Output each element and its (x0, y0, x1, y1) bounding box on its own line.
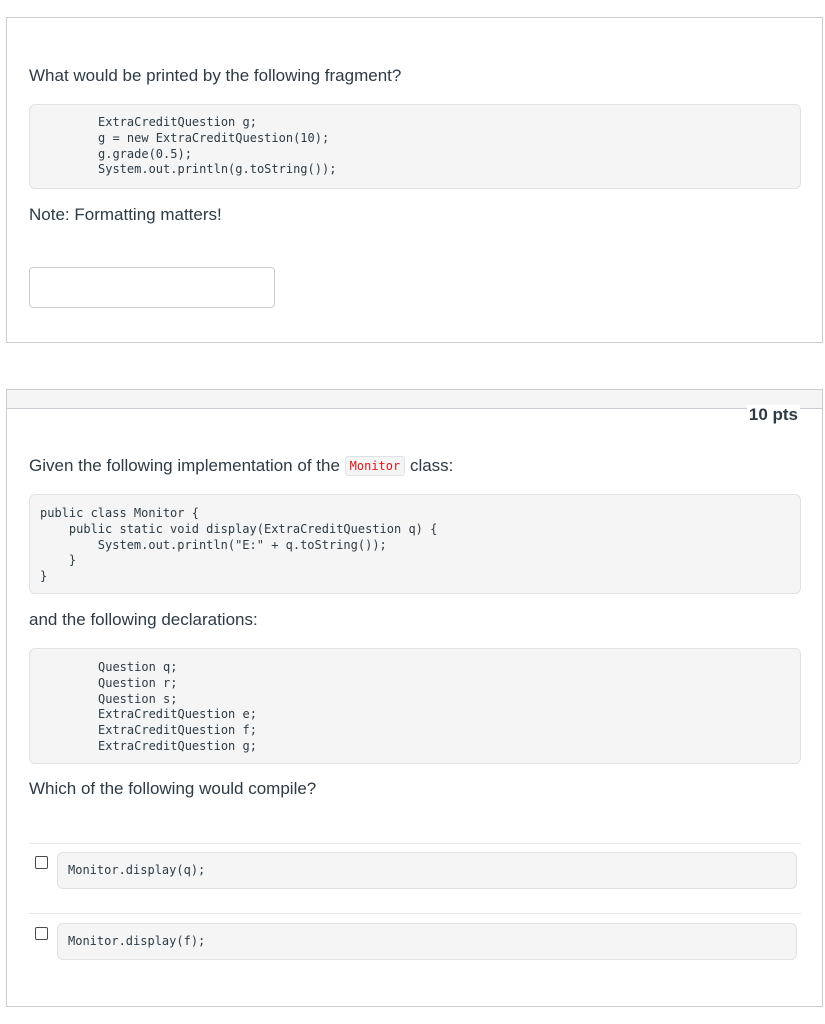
inline-code-monitor: Monitor (345, 456, 406, 476)
formatting-note: Note: Formatting matters! (29, 205, 222, 224)
code-line: ExtraCreditQuestion f; (98, 723, 257, 738)
code-line: public class Monitor { (40, 506, 199, 520)
question-card-2 (6, 389, 823, 1007)
code-line: Question s; (98, 691, 178, 706)
code-line: System.out.println("E:" + q.toString()); (40, 537, 387, 552)
option-1-checkbox[interactable] (35, 856, 48, 869)
answer-divider (29, 913, 801, 914)
question-2-prompt (29, 455, 453, 477)
question-header (7, 390, 822, 409)
code-line: Question q; (98, 660, 178, 674)
code-line: System.out.println(g.toString()); (98, 162, 337, 177)
answer-divider (29, 843, 801, 844)
code-line: ExtraCreditQuestion g; (98, 738, 257, 753)
class-code-block (29, 494, 801, 594)
declarations-label: and the following declarations: (29, 610, 258, 629)
declarations-code-block (29, 648, 801, 764)
option-2-code[interactable]: Monitor.display(f); (57, 923, 797, 960)
code-line: Question r; (98, 675, 178, 690)
question-1-prompt: What would be printed by the following fragment? (29, 66, 402, 85)
points-label: 10 pts (748, 405, 798, 424)
prompt-text-before: Given the following implementation of the (29, 456, 340, 475)
option-1-code[interactable]: Monitor.display(q); (57, 852, 797, 889)
option-2-checkbox[interactable] (35, 927, 48, 940)
code-line: } (40, 553, 77, 568)
answer-input[interactable] (29, 267, 275, 308)
code-line: ExtraCreditQuestion e; (98, 707, 257, 722)
code-line: ExtraCreditQuestion g; (98, 115, 257, 129)
compile-prompt: Which of the following would compile? (29, 779, 317, 798)
question-1-code-block (29, 104, 801, 189)
prompt-text-after: class: (409, 456, 454, 475)
code-line: g = new ExtraCreditQuestion(10); (98, 130, 330, 145)
code-line: public static void display(ExtraCreditQuestion q) { (40, 521, 438, 536)
code-line: g.grade(0.5); (98, 146, 192, 161)
question-card-1 (6, 17, 823, 343)
code-line: } (40, 569, 48, 584)
